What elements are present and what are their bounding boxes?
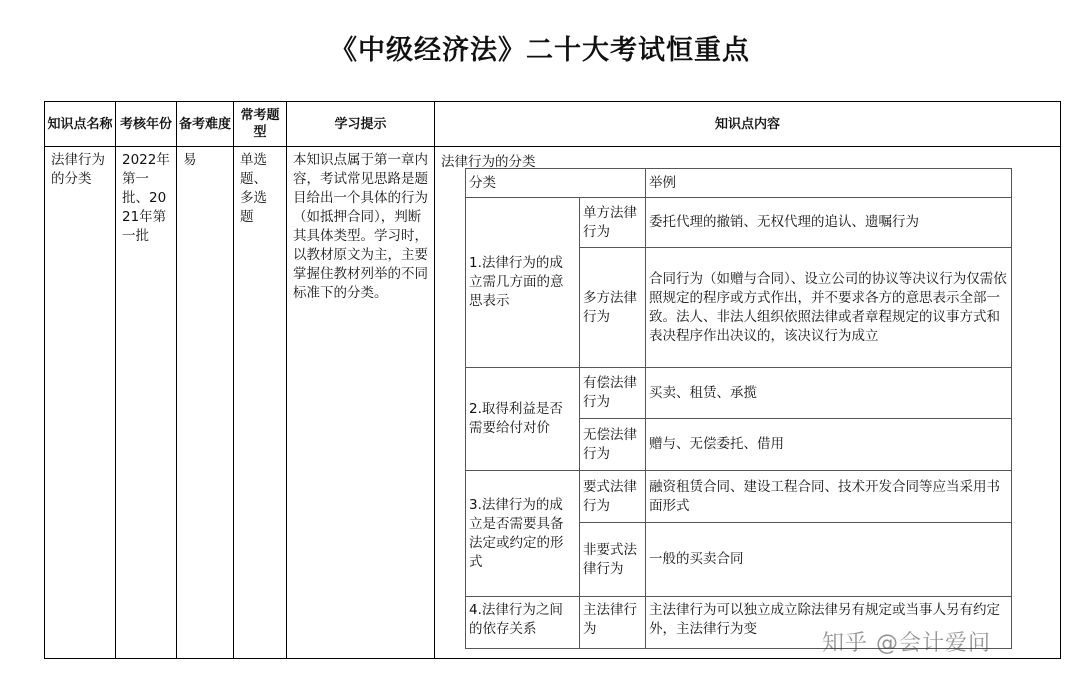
cell-study-tip: 本知识点属于第一章内容，考试常见思路是题目给出一个具体的行为（如抵押合同），判断其具体类型。学习时，以教材原文为主，主要掌握住教材列举的不同标准下的分类。 xyxy=(287,147,435,659)
criterion-cell: 2.取得利益是否需要给付对价 xyxy=(466,368,580,471)
table-header-row xyxy=(45,102,1061,147)
content-area xyxy=(435,147,1060,650)
type-cell: 单方法律行为 xyxy=(580,198,646,248)
header-question-type: 常考题型 xyxy=(234,102,287,147)
document-title: 《中级经济法》二十大考试恒重点 xyxy=(330,35,750,66)
content-heading: 法律行为的分类 xyxy=(441,154,536,170)
watermark: 知乎 @会计爱问 xyxy=(822,631,991,656)
type-cell: 无偿法律行为 xyxy=(580,419,646,471)
table-row xyxy=(45,147,1061,659)
knowledge-table xyxy=(44,101,1061,659)
cell-knowledge-name: 法律行为的分类 xyxy=(45,147,116,659)
header-difficulty: 备考难度 xyxy=(177,102,234,147)
example-cell: 一般的买卖合同 xyxy=(646,523,1012,597)
cell-exam-year: 2022年第一批、2021年第一批 xyxy=(116,147,177,659)
inner-header-category: 分类 xyxy=(466,169,646,198)
cell-content xyxy=(435,147,1061,659)
classification-table xyxy=(465,168,1012,649)
example-cell: 合同行为（如赠与合同）、设立公司的协议等决议行为仅需依照规定的程序或方式作出，并不要求各方的意思表示全部一致。法人、非法人组织依照法律或者章程规定的议事方式和表决程序作出决议的，该决议行为成立 xyxy=(646,248,1012,368)
example-cell: 买卖、租赁、承揽 xyxy=(646,368,1012,419)
header-study-tip: 学习提示 xyxy=(287,102,435,147)
table-row xyxy=(466,471,1012,523)
example-cell: 主法律行为可以独立成立除法律另有规定或当事人另有约定外，主法律行为变 xyxy=(646,597,1012,649)
criterion-cell: 1.法律行为的成立需几方面的意思表示 xyxy=(466,198,580,368)
type-cell: 要式法律行为 xyxy=(580,471,646,523)
example-cell: 赠与、无偿委托、借用 xyxy=(646,419,1012,471)
example-cell: 委托代理的撤销、无权代理的追认、遗嘱行为 xyxy=(646,198,1012,248)
table-row xyxy=(466,198,1012,248)
type-cell: 主法律行为 xyxy=(580,597,646,649)
type-cell: 有偿法律行为 xyxy=(580,368,646,419)
inner-header-example: 举例 xyxy=(646,169,1012,198)
header-knowledge-name: 知识点名称 xyxy=(45,102,116,147)
criterion-cell: 4.法律行为之间的依存关系 xyxy=(466,597,580,649)
header-exam-year: 考核年份 xyxy=(116,102,177,147)
criterion-cell: 3.法律行为的成立是否需要具备法定或约定的形式 xyxy=(466,471,580,597)
inner-header-row xyxy=(466,169,1012,198)
type-cell: 多方法律行为 xyxy=(580,248,646,368)
example-cell: 融资租赁合同、建设工程合同、技术开发合同等应当采用书面形式 xyxy=(646,471,1012,523)
cell-difficulty: 易 xyxy=(177,147,234,659)
header-content: 知识点内容 xyxy=(435,102,1061,147)
cell-question-type: 单选题、多选题 xyxy=(234,147,287,659)
table-row xyxy=(466,368,1012,419)
type-cell: 非要式法律行为 xyxy=(580,523,646,597)
